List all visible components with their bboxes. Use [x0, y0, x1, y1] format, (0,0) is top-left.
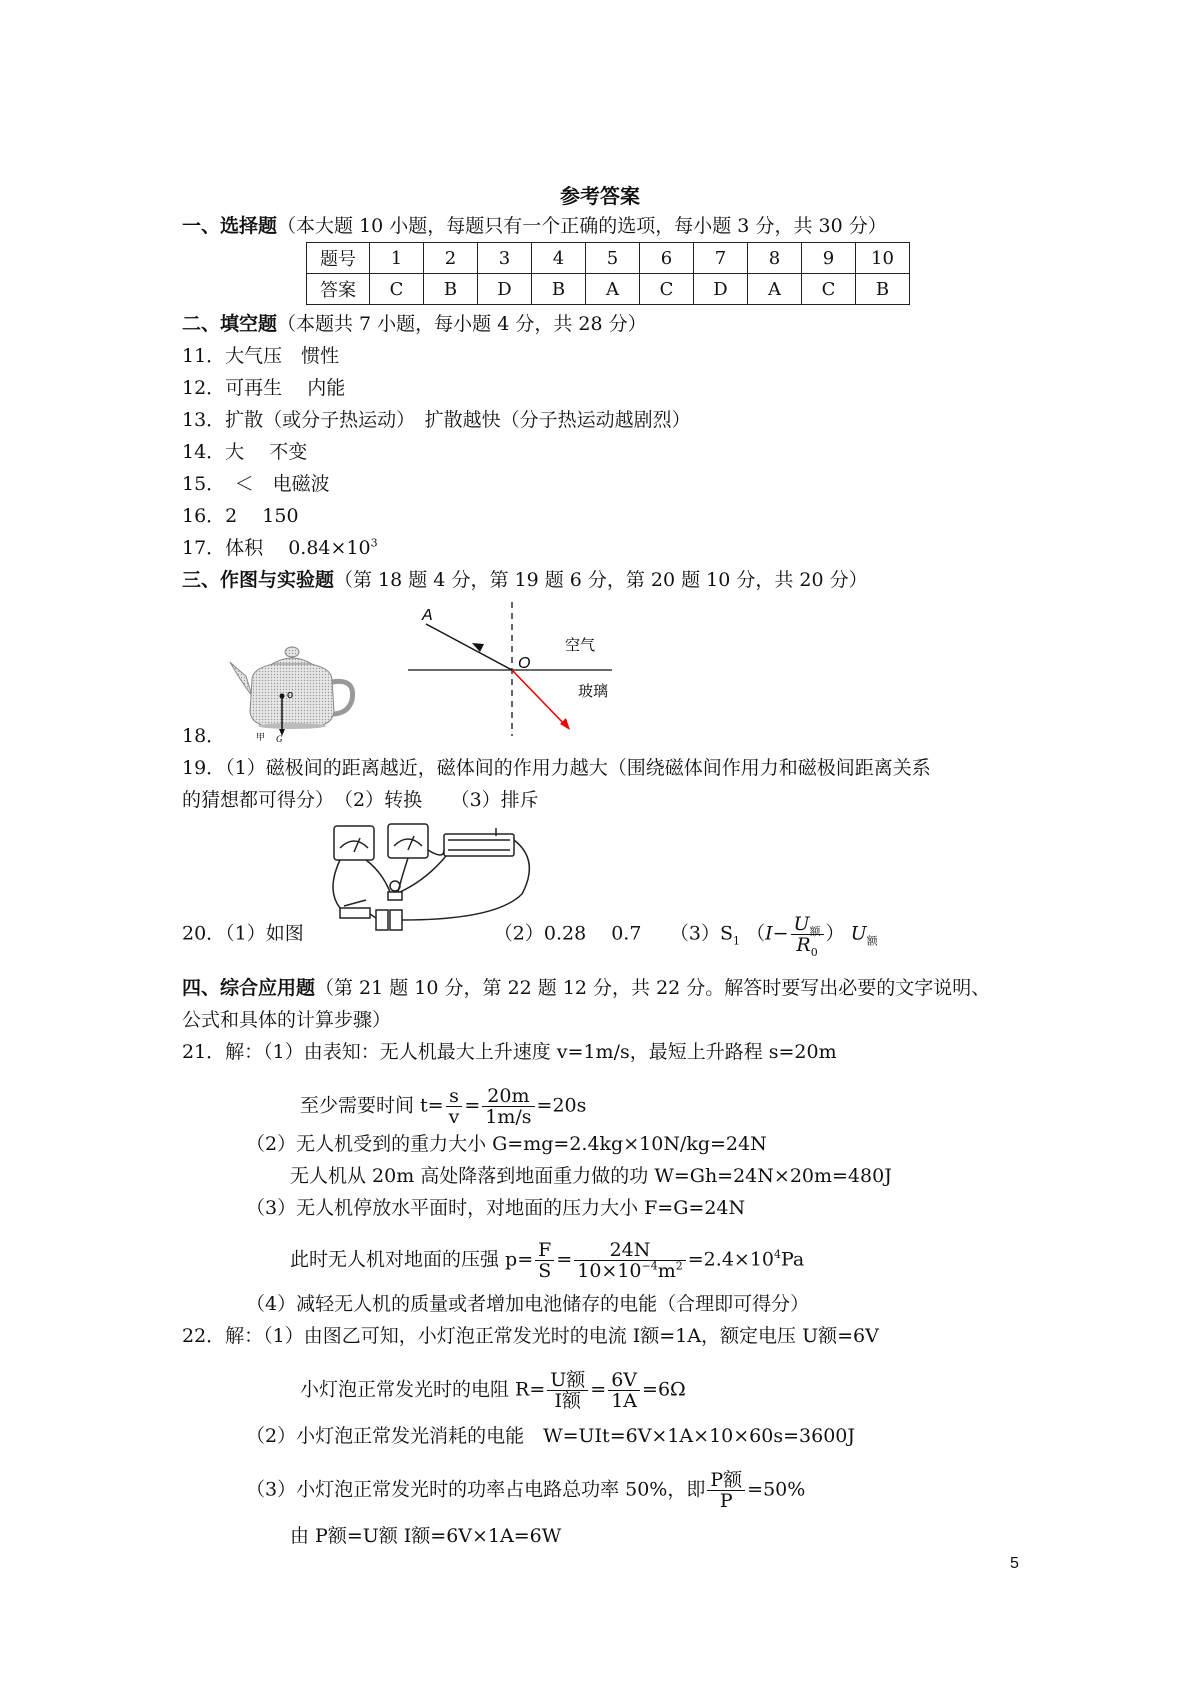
q22-frac-1	[547, 1370, 588, 1411]
table-cell: D	[478, 274, 532, 305]
teapot-figure	[228, 640, 368, 744]
q21-line-7: （4）减轻无人机的质量或者增加电池储存的电能（合理即可得分）	[246, 1293, 810, 1315]
q21-line-5: （3）无人机停放水平面时，对地面的压力大小 F=G=24N	[246, 1197, 746, 1219]
den-unit-exp: 2	[675, 1259, 683, 1273]
row-header-numbers: 题号	[307, 243, 370, 274]
q20-part-1: 20．（1）如图	[182, 922, 304, 945]
den-base: 10×10	[577, 1260, 642, 1282]
q18-label: 18．	[182, 725, 226, 747]
frac-num-sub: 额	[809, 924, 821, 938]
q21-time-result: =20s	[536, 1094, 587, 1117]
den-exp: −4	[641, 1259, 658, 1273]
equals: =	[556, 1248, 573, 1271]
table-cell: 8	[748, 243, 802, 274]
result-exp: 4	[774, 1248, 781, 1262]
q21-line-2	[300, 1086, 586, 1127]
table-cell: B	[856, 274, 910, 305]
table-cell: C	[370, 274, 424, 305]
list-item: 16．2 150	[182, 505, 299, 527]
frac-den: P	[719, 1490, 733, 1512]
section-4-note-2: 公式和具体的计算步骤）	[182, 1009, 392, 1031]
page-number: 5	[1010, 1555, 1019, 1572]
list-item: 13．扩散（或分子热运动） 扩散越快（分子热运动越剧烈）	[182, 409, 691, 431]
table-cell: B	[424, 274, 478, 305]
den-unit: m	[657, 1260, 676, 1282]
q22-line-5: 由 P额=U额 I额=6V×1A=6W	[290, 1525, 562, 1547]
label-o-point: O	[518, 655, 531, 672]
center-of-gravity-dot	[280, 694, 285, 699]
table-cell: 9	[802, 243, 856, 274]
q21-time-label: 至少需要时间 t=	[300, 1094, 444, 1117]
list-item: 12．可再生 内能	[182, 377, 346, 399]
q21-line-4: 无人机从 20m 高处降落到地面重力做的功 W=Gh=24N×20m=480J	[290, 1165, 892, 1187]
ammeter-icon	[334, 826, 374, 860]
q20-s-subscript: 1	[733, 934, 741, 948]
q22-power-ratio-result: =50%	[747, 1478, 806, 1501]
equals: =	[464, 1094, 481, 1117]
q22-resistance-result: =6Ω	[642, 1378, 686, 1401]
q22-line-3: （2）小灯泡正常发光消耗的电能 W=UIt=6V×1A×10×60s=3600J	[246, 1425, 855, 1447]
frac-num: 20m	[482, 1086, 534, 1107]
page-title: 参考答案	[560, 184, 640, 208]
q22-line-2	[300, 1370, 686, 1411]
table-cell: 4	[532, 243, 586, 274]
frac-num: s	[446, 1086, 463, 1107]
q19-line-2: 的猜想都可得分） （2）转换 （3）排斥	[182, 789, 539, 811]
table-cell: 2	[424, 243, 478, 274]
q22-power-ratio-label: （3）小灯泡正常发光时的功率占电路总功率 50%，即	[246, 1478, 706, 1501]
q20-part-2: （2）0.28 0.7 （3）S	[493, 922, 734, 945]
voltmeter-icon	[388, 824, 428, 858]
section-3-heading: 三、作图与实验题	[182, 569, 335, 591]
q20-line	[182, 913, 878, 959]
q21-pressure-result: =2.4×10	[687, 1248, 774, 1271]
table-cell: A	[586, 274, 640, 305]
q20-paren-open: （	[746, 922, 766, 945]
label-a: A	[422, 607, 433, 624]
q20-minus: −	[772, 922, 789, 945]
q19-line-1: 19．（1）磁极间的距离越近，磁体间的作用力越大（围绕磁体间作用力和磁极间距离关系	[182, 757, 931, 779]
section-2-note: （本题共 7 小题，每小题 4 分，共 28 分）	[277, 313, 647, 335]
table-cell: 3	[478, 243, 532, 274]
section-2-heading-line	[182, 312, 647, 336]
table-cell: C	[640, 274, 694, 305]
frac-num: F	[535, 1240, 554, 1261]
frac-num: U额	[547, 1370, 588, 1391]
label-o: o	[287, 689, 294, 701]
table-cell: 6	[640, 243, 694, 274]
item-17-text: 17．体积 0.84×10	[182, 537, 371, 559]
q21-frac-2	[482, 1086, 534, 1127]
frac-den-sub: 0	[810, 945, 818, 959]
frac-den	[574, 1261, 686, 1281]
table-cell: 1	[370, 243, 424, 274]
q22-line-1: 22．解：（1）由图乙可知，小灯泡正常发光时的电流 I额=1A，额定电压 U额=6V	[182, 1325, 879, 1347]
q21-line-3: （2）无人机受到的重力大小 G=mg=2.4kg×10N/kg=24N	[246, 1133, 767, 1155]
table-cell: C	[802, 274, 856, 305]
q21-frac-4	[574, 1240, 686, 1281]
q20-current-symbol: I	[765, 922, 773, 945]
equals: =	[590, 1378, 607, 1401]
section-2-heading: 二、填空题	[182, 313, 278, 335]
list-item: 11．大气压 惯性	[182, 345, 340, 367]
list-item: 15． ＜ 电磁波	[182, 473, 330, 495]
label-glass: 玻璃	[578, 682, 609, 700]
table-cell: 5	[586, 243, 640, 274]
label-g: G	[276, 734, 283, 744]
item-17-exponent: 3	[370, 536, 378, 550]
q22-line-4	[246, 1470, 805, 1511]
table-cell: 7	[694, 243, 748, 274]
section-4-heading: 四、综合应用题	[182, 977, 316, 999]
q20-fraction	[791, 913, 824, 959]
rheostat-icon	[444, 834, 514, 856]
frac-den: 1m/s	[485, 1106, 532, 1128]
section-1-heading-line	[182, 214, 887, 238]
section-3-heading-line	[182, 568, 868, 592]
teapot-icon	[230, 647, 353, 729]
q20-tail-sub: 额	[866, 934, 878, 948]
q20-tail: U	[850, 922, 867, 945]
section-3-note: （第 18 题 4 分，第 19 题 6 分，第 20 题 10 分，共 20 分）	[334, 569, 868, 591]
list-item-17	[182, 536, 378, 560]
table-cell: A	[748, 274, 802, 305]
q22-frac-3	[707, 1470, 745, 1511]
frac-num: 24N	[574, 1240, 686, 1261]
frac-den: S	[538, 1260, 552, 1282]
label-jia: 甲	[256, 733, 266, 743]
row-header-answers: 答案	[307, 274, 370, 305]
table-cell: D	[694, 274, 748, 305]
result-unit: Pa	[781, 1248, 805, 1271]
label-air: 空气	[565, 636, 596, 654]
q21-line-6	[290, 1240, 804, 1281]
frac-den: 1A	[611, 1390, 638, 1412]
q21-frac-3	[535, 1240, 554, 1281]
q21-frac-1	[446, 1086, 463, 1127]
q20-paren-close: ）	[825, 922, 845, 945]
frac-den: R	[796, 934, 811, 956]
answer-table	[306, 242, 910, 305]
q21-line-1: 21．解：（1）由表知：无人机最大上升速度 v=1m/s，最短上升路程 s=20m	[182, 1041, 837, 1063]
frac-num: P额	[707, 1470, 745, 1491]
section-1-note: （本大题 10 小题，每题只有一个正确的选项，每小题 3 分，共 30 分）	[277, 215, 887, 237]
table-cell: 10	[856, 243, 910, 274]
frac-den: I额	[554, 1390, 582, 1412]
section-1-heading: 一、选择题	[182, 215, 278, 237]
frac-num: U	[793, 913, 810, 935]
section-4-heading-line	[182, 976, 990, 1000]
q22-frac-2	[608, 1370, 640, 1411]
frac-den: v	[448, 1106, 460, 1128]
q22-resistance-label: 小灯泡正常发光时的电阻 R=	[300, 1378, 546, 1401]
incident-ray	[426, 624, 512, 670]
list-item: 14．大 不变	[182, 441, 308, 463]
refracted-ray	[512, 670, 568, 728]
refraction-figure	[400, 598, 630, 738]
table-row-answers	[307, 274, 910, 305]
table-cell: B	[532, 274, 586, 305]
q21-pressure-label: 此时无人机对地面的压强 p=	[290, 1248, 534, 1271]
bulb-holder-icon	[388, 892, 402, 900]
table-row-numbers	[307, 243, 910, 274]
section-4-note: （第 21 题 10 分，第 22 题 12 分，共 22 分。解答时要写出必要的文字说明、	[315, 977, 991, 999]
frac-num: 6V	[608, 1370, 640, 1391]
